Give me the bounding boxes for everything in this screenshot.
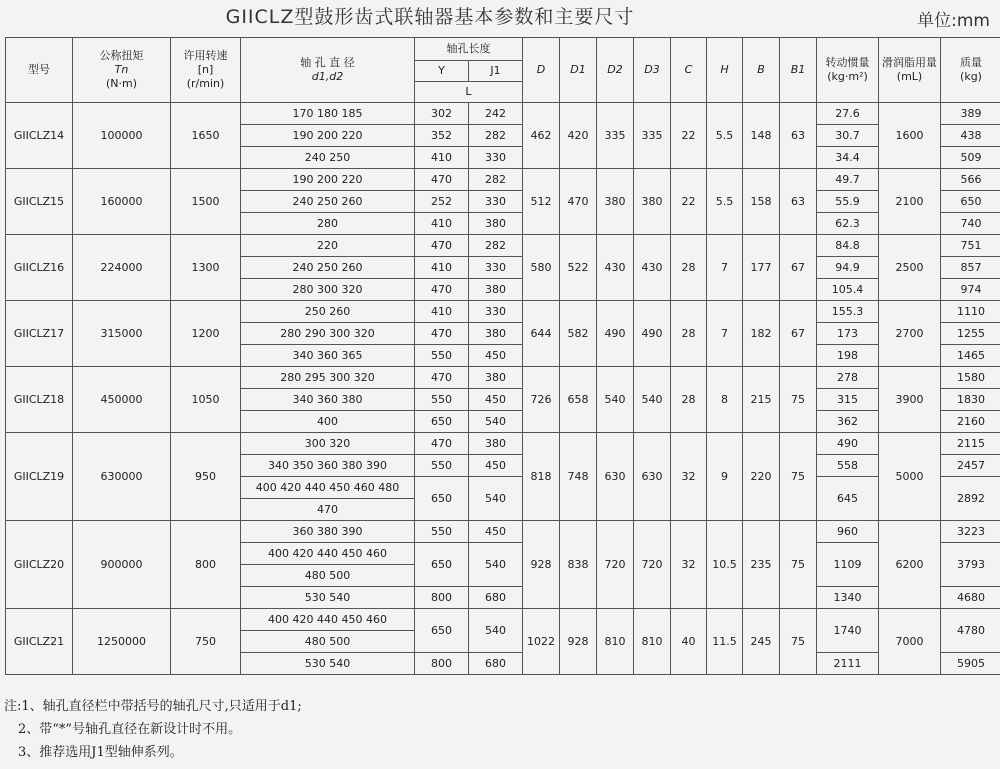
y-cell: 800 [415,587,469,609]
j1-cell: 380 [469,213,523,235]
j1-cell: 242 [469,103,523,125]
mass-cell: 740 [941,213,1000,235]
torque-cell: 100000 [73,103,171,169]
table-row [6,433,1000,455]
speed-cell: 1050 [171,367,241,433]
bore-cell: 470 [241,499,415,521]
j1-cell: 540 [469,411,523,433]
speed-cell: 950 [171,433,241,521]
mass-cell: 2115 [941,433,1000,455]
model-cell: GIICLZ15 [6,169,73,235]
b1-cell: 75 [780,609,817,675]
bore-cell: 250 260 [241,301,415,323]
b1-cell: 67 [780,235,817,301]
inertia-cell: 362 [817,411,879,433]
inertia-cell: 84.8 [817,235,879,257]
d-cell: 928 [523,521,560,609]
mass-cell: 4780 [941,609,1000,653]
y-cell: 470 [415,279,469,301]
grease-cell: 3900 [879,367,941,433]
d2-cell: 335 [597,103,634,169]
d1-cell: 928 [560,609,597,675]
d1-cell: 748 [560,433,597,521]
b-cell: 245 [743,609,780,675]
speed-cell: 1650 [171,103,241,169]
speed-cell: 1200 [171,301,241,367]
j1-cell: 540 [469,543,523,587]
y-cell: 550 [415,389,469,411]
bore-cell: 480 500 [241,631,415,653]
y-cell: 470 [415,323,469,345]
inertia-cell: 315 [817,389,879,411]
bore-cell: 280 [241,213,415,235]
col-D: D [523,38,560,103]
c-cell: 32 [671,433,707,521]
h-cell: 7 [707,301,743,367]
j1-cell: 540 [469,477,523,521]
speed-cell: 800 [171,521,241,609]
inertia-cell: 1340 [817,587,879,609]
mass-cell: 1255 [941,323,1000,345]
d-cell: 726 [523,367,560,433]
bore-cell: 240 250 260 [241,257,415,279]
table-row [6,367,1000,389]
bore-cell: 240 250 260 [241,191,415,213]
c-cell: 22 [671,103,707,169]
table-row [6,235,1000,257]
y-cell: 650 [415,477,469,521]
inertia-cell: 960 [817,521,879,543]
y-cell: 650 [415,411,469,433]
notes [4,695,302,764]
b-cell: 177 [743,235,780,301]
table-row [6,301,1000,323]
c-cell: 32 [671,521,707,609]
note-2: 2、带“*”号轴孔直径在新设计时不用。 [18,722,242,737]
col-inertia: 转动惯量 (kg·m²) [817,38,879,103]
c-cell: 28 [671,235,707,301]
j1-cell: 380 [469,433,523,455]
bore-cell: 400 420 440 450 460 480 [241,477,415,499]
grease-cell: 1600 [879,103,941,169]
j1-cell: 330 [469,147,523,169]
bore-cell: 300 320 [241,433,415,455]
bore-cell: 170 180 185 [241,103,415,125]
col-D3: D3 [634,38,671,103]
page-title: GIICLZ型鼓形齿式联轴器基本参数和主要尺寸 [225,6,635,28]
model-cell: GIICLZ16 [6,235,73,301]
mass-cell: 2457 [941,455,1000,477]
mass-cell: 389 [941,103,1000,125]
b-cell: 220 [743,433,780,521]
mass-cell: 3223 [941,521,1000,543]
bore-cell: 340 350 360 380 390 [241,455,415,477]
b1-cell: 75 [780,433,817,521]
inertia-cell: 155.3 [817,301,879,323]
j1-cell: 450 [469,521,523,543]
mass-cell: 650 [941,191,1000,213]
col-bore: 轴 孔 直 径 d1,d2 [241,38,415,103]
model-cell: GIICLZ18 [6,367,73,433]
j1-cell: 380 [469,279,523,301]
j1-cell: 450 [469,389,523,411]
mass-cell: 1110 [941,301,1000,323]
d2-cell: 380 [597,169,634,235]
col-mass: 质量 (kg) [941,38,1000,103]
torque-cell: 224000 [73,235,171,301]
grease-cell: 2500 [879,235,941,301]
mass-cell: 1830 [941,389,1000,411]
model-cell: GIICLZ19 [6,433,73,521]
y-cell: 352 [415,125,469,147]
d3-cell: 430 [634,235,671,301]
inertia-cell: 30.7 [817,125,879,147]
j1-cell: 540 [469,609,523,653]
col-torque: 公称扭矩 Tn (N·m) [73,38,171,103]
y-cell: 550 [415,455,469,477]
y-cell: 410 [415,147,469,169]
b-cell: 182 [743,301,780,367]
bore-cell: 280 290 300 320 [241,323,415,345]
torque-cell: 900000 [73,521,171,609]
col-H: H [707,38,743,103]
y-cell: 302 [415,103,469,125]
bore-cell: 190 200 220 [241,169,415,191]
inertia-cell: 49.7 [817,169,879,191]
col-D1: D1 [560,38,597,103]
d3-cell: 490 [634,301,671,367]
col-speed: 许用转速 [n] (r/min) [171,38,241,103]
j1-cell: 330 [469,301,523,323]
inertia-cell: 105.4 [817,279,879,301]
model-cell: GIICLZ21 [6,609,73,675]
col-y: Y [415,61,469,82]
bore-cell: 530 540 [241,587,415,609]
bore-cell: 400 420 440 450 460 [241,609,415,631]
b-cell: 158 [743,169,780,235]
j1-cell: 680 [469,653,523,675]
col-B1: B1 [780,38,817,103]
mass-cell: 4680 [941,587,1000,609]
d2-cell: 720 [597,521,634,609]
j1-cell: 450 [469,345,523,367]
col-D2: D2 [597,38,634,103]
grease-cell: 5000 [879,433,941,521]
c-cell: 28 [671,367,707,433]
col-j1: J1 [469,61,523,82]
h-cell: 5.5 [707,169,743,235]
d-cell: 1022 [523,609,560,675]
bore-cell: 530 540 [241,653,415,675]
bore-cell: 280 300 320 [241,279,415,301]
y-cell: 800 [415,653,469,675]
mass-cell: 3793 [941,543,1000,587]
mass-cell: 438 [941,125,1000,147]
col-grease: 滑润脂用量 (mL) [879,38,941,103]
inertia-cell: 490 [817,433,879,455]
b1-cell: 63 [780,103,817,169]
note-3: 3、推荐选用J1型轴伸系列。 [18,745,183,760]
inertia-cell: 55.9 [817,191,879,213]
table-row [6,103,1000,125]
inertia-cell: 1109 [817,543,879,587]
d2-cell: 810 [597,609,634,675]
d2-cell: 540 [597,367,634,433]
speed-cell: 1500 [171,169,241,235]
inertia-cell: 645 [817,477,879,521]
d-cell: 818 [523,433,560,521]
inertia-cell: 27.6 [817,103,879,125]
y-cell: 470 [415,433,469,455]
bore-cell: 280 295 300 320 [241,367,415,389]
mass-cell: 1465 [941,345,1000,367]
mass-cell: 2160 [941,411,1000,433]
inertia-cell: 1740 [817,609,879,653]
j1-cell: 330 [469,191,523,213]
h-cell: 7 [707,235,743,301]
bore-cell: 480 500 [241,565,415,587]
b-cell: 215 [743,367,780,433]
d-cell: 580 [523,235,560,301]
speed-cell: 750 [171,609,241,675]
d3-cell: 380 [634,169,671,235]
y-cell: 410 [415,301,469,323]
c-cell: 40 [671,609,707,675]
y-cell: 550 [415,521,469,543]
col-B: B [743,38,780,103]
d-cell: 644 [523,301,560,367]
d-cell: 512 [523,169,560,235]
grease-cell: 2100 [879,169,941,235]
inertia-cell: 278 [817,367,879,389]
bore-cell: 340 360 380 [241,389,415,411]
inertia-cell: 173 [817,323,879,345]
h-cell: 5.5 [707,103,743,169]
d3-cell: 540 [634,367,671,433]
unit-label: 单位:mm [917,11,990,31]
torque-cell: 630000 [73,433,171,521]
inertia-cell: 2111 [817,653,879,675]
torque-cell: 160000 [73,169,171,235]
y-cell: 650 [415,609,469,653]
note-1: 注:1、轴孔直径栏中带括号的轴孔尺寸,只适用于d1; [4,699,302,714]
inertia-cell: 558 [817,455,879,477]
j1-cell: 330 [469,257,523,279]
h-cell: 11.5 [707,609,743,675]
y-cell: 650 [415,543,469,587]
inertia-cell: 62.3 [817,213,879,235]
col-C: C [671,38,707,103]
j1-cell: 282 [469,235,523,257]
table-body [6,103,1000,675]
mass-cell: 566 [941,169,1000,191]
mass-cell: 509 [941,147,1000,169]
model-cell: GIICLZ14 [6,103,73,169]
c-cell: 22 [671,169,707,235]
parameters-table [5,37,1000,675]
d1-cell: 522 [560,235,597,301]
y-cell: 470 [415,235,469,257]
mass-cell: 751 [941,235,1000,257]
bore-cell: 400 [241,411,415,433]
h-cell: 9 [707,433,743,521]
d3-cell: 810 [634,609,671,675]
grease-cell: 2700 [879,301,941,367]
torque-cell: 450000 [73,367,171,433]
c-cell: 28 [671,301,707,367]
table-row [6,521,1000,543]
bore-cell: 190 200 220 [241,125,415,147]
torque-cell: 1250000 [73,609,171,675]
j1-cell: 450 [469,455,523,477]
bore-cell: 400 420 440 450 460 [241,543,415,565]
y-cell: 252 [415,191,469,213]
bore-cell: 360 380 390 [241,521,415,543]
b-cell: 148 [743,103,780,169]
bore-cell: 240 250 [241,147,415,169]
h-cell: 8 [707,367,743,433]
d1-cell: 420 [560,103,597,169]
bore-cell: 340 360 365 [241,345,415,367]
y-cell: 470 [415,169,469,191]
b-cell: 235 [743,521,780,609]
h-cell: 10.5 [707,521,743,609]
grease-cell: 6200 [879,521,941,609]
speed-cell: 1300 [171,235,241,301]
col-bore-length: 轴孔长度 [415,38,523,61]
inertia-cell: 94.9 [817,257,879,279]
col-l: L [415,82,523,103]
d1-cell: 470 [560,169,597,235]
j1-cell: 380 [469,323,523,345]
b1-cell: 63 [780,169,817,235]
b1-cell: 75 [780,367,817,433]
d1-cell: 838 [560,521,597,609]
inertia-cell: 34.4 [817,147,879,169]
table-row [6,169,1000,191]
mass-cell: 5905 [941,653,1000,675]
mass-cell: 2892 [941,477,1000,521]
table-row [6,609,1000,631]
mass-cell: 1580 [941,367,1000,389]
d2-cell: 430 [597,235,634,301]
y-cell: 410 [415,213,469,235]
d3-cell: 720 [634,521,671,609]
model-cell: GIICLZ20 [6,521,73,609]
y-cell: 470 [415,367,469,389]
y-cell: 550 [415,345,469,367]
j1-cell: 282 [469,125,523,147]
j1-cell: 282 [469,169,523,191]
mass-cell: 974 [941,279,1000,301]
model-cell: GIICLZ17 [6,301,73,367]
col-model: 型号 [6,38,73,103]
d2-cell: 490 [597,301,634,367]
b1-cell: 67 [780,301,817,367]
mass-cell: 857 [941,257,1000,279]
d1-cell: 658 [560,367,597,433]
torque-cell: 315000 [73,301,171,367]
bore-cell: 220 [241,235,415,257]
y-cell: 410 [415,257,469,279]
d3-cell: 630 [634,433,671,521]
j1-cell: 380 [469,367,523,389]
j1-cell: 680 [469,587,523,609]
d2-cell: 630 [597,433,634,521]
grease-cell: 7000 [879,609,941,675]
d-cell: 462 [523,103,560,169]
b1-cell: 75 [780,521,817,609]
d1-cell: 582 [560,301,597,367]
inertia-cell: 198 [817,345,879,367]
d3-cell: 335 [634,103,671,169]
